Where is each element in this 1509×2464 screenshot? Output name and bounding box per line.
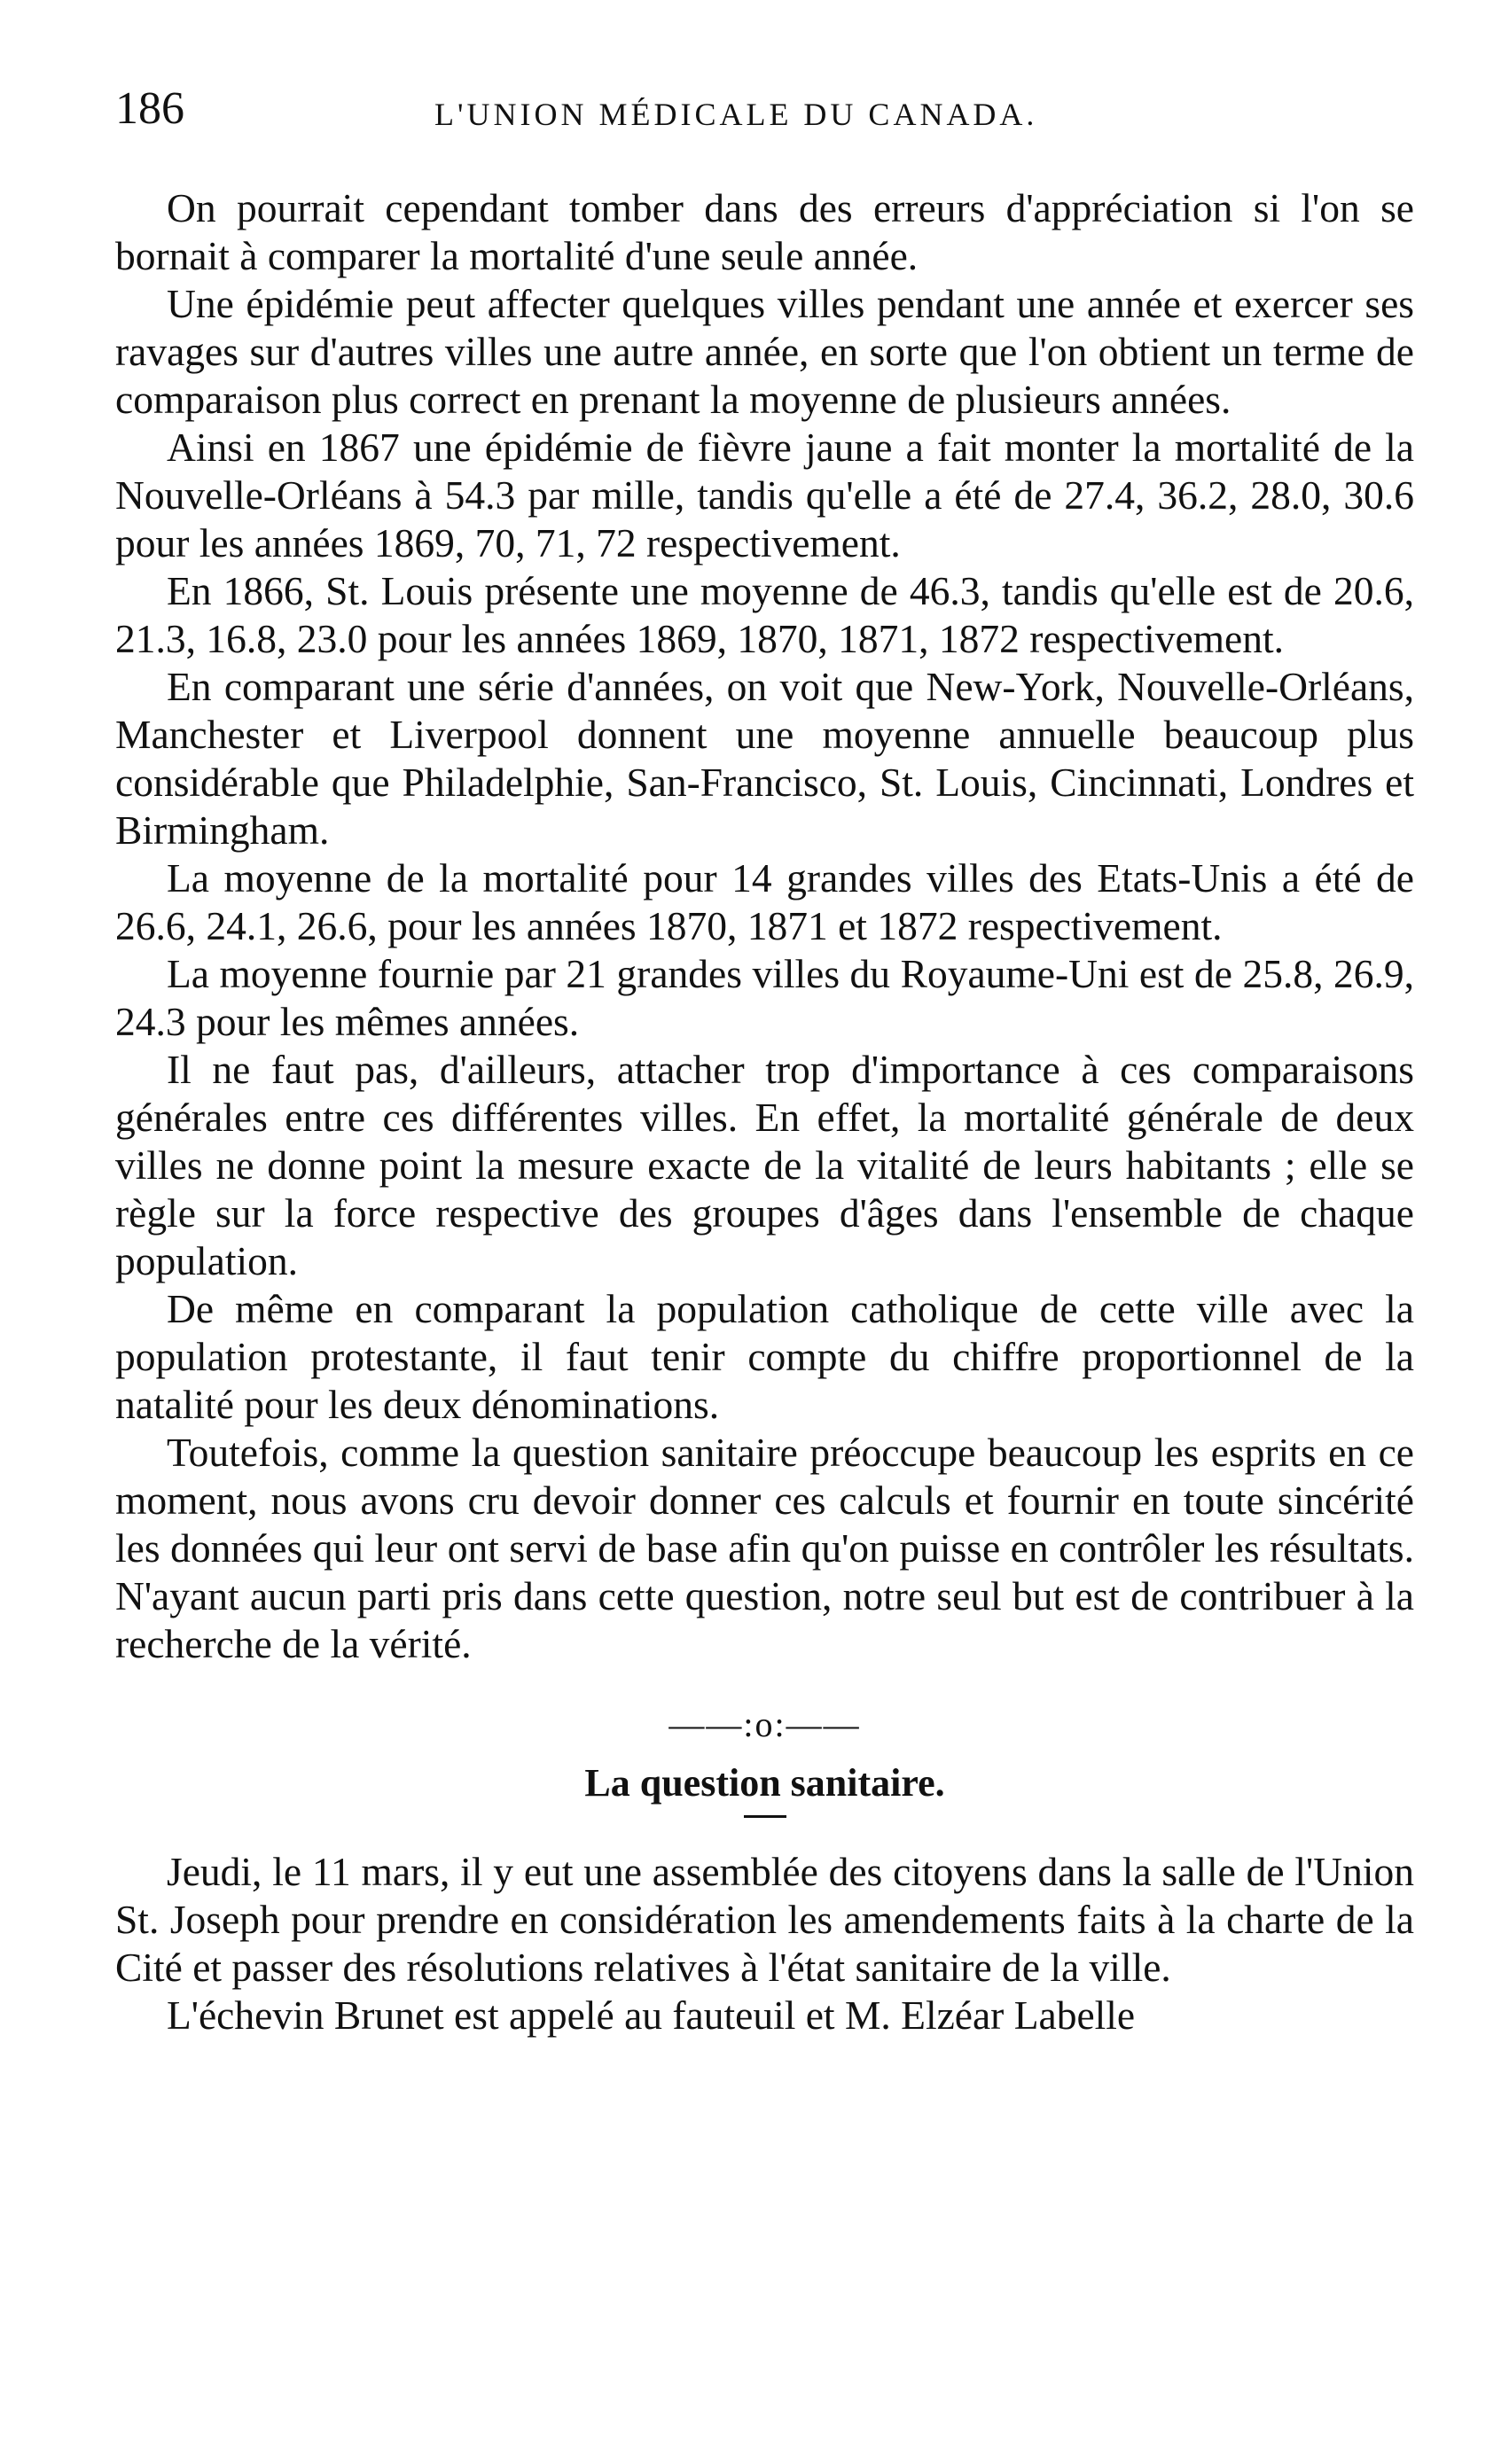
paragraph: La moyenne de la mortalité pour 14 grandes villes des Etats-Unis a été de 26.6, 24.1, 26.6, pour les années 1870, 1871 et 1872 respectivement. <box>115 855 1414 948</box>
paragraph: Jeudi, le 11 mars, il y eut une assemblée des citoyens dans la salle de l'Union St. Joseph pour prendre en considération les amendements faits à la charte de la Cité et passer des résolutions relatives à l'état sanitaire de la ville. <box>115 1849 1414 1990</box>
paragraph: On pourrait cependant tomber dans des erreurs d'appréciation si l'on se bornait à comparer la mortalité d'une seule année. <box>115 185 1414 278</box>
section-title: La question sanitaire. <box>584 1761 945 1805</box>
paragraph: Il ne faut pas, d'ailleurs, attacher trop d'importance à ces comparaisons générales entre ces différentes villes. En effet, la mortalité générale de deux villes ne donne point la mesure exacte de la vitalité de leurs habitants ; elle se règle sur la force respective des groupes d'âges dans l'ensemble de chaque population. <box>115 1047 1414 1283</box>
paragraph: La moyenne fournie par 21 grandes villes du Royaume-Uni est de 25.8, 26.9, 24.3 pour les mêmes années. <box>115 951 1414 1044</box>
paragraph: Ainsi en 1867 une épidémie de fièvre jaune a fait monter la mortalité de la Nouvelle-Orléans à 54.3 par mille, tandis qu'elle a été de 27.4, 36.2, 28.0, 30.6 pour les années 1869, 70, 71, 72 respectivement. <box>115 425 1414 565</box>
title-underline <box>744 1815 786 1818</box>
journal-title: L'UNION MÉDICALE DU CANADA. <box>434 97 1038 132</box>
section-separator: ——:o:—— <box>668 1704 861 1744</box>
page-number: 186 <box>115 83 184 134</box>
paragraph: En 1866, St. Louis présente une moyenne de 46.3, tandis qu'elle est de 20.6, 21.3, 16.8, 23.0 pour les années 1869, 1870, 1871, 1872 respectivement. <box>115 568 1414 661</box>
article-body <box>115 184 1414 2039</box>
paragraph: Une épidémie peut affecter quelques villes pendant une année et exercer ses ravages sur d'autres villes une autre année, en sorte que l'on obtient un terme de comparaison plus correct en prenant la moyenne de plusieurs années. <box>115 281 1414 422</box>
running-head <box>115 78 1410 140</box>
paragraph: En comparant une série d'années, on voit que New-York, Nouvelle-Orléans, Manchester et Liverpool donnent une moyenne annuelle beaucoup plus considérable que Philadelphie, San-Francisco, St. Louis, Cincinnati, Londres et Birmingham. <box>115 664 1414 853</box>
paragraph: Toutefois, comme la question sanitaire préoccupe beaucoup les esprits en ce moment, nous avons cru devoir donner ces calculs et fournir en toute sincérité les données qui leur ont servi de base afin qu'on puisse en contrôler les résultats. N'ayant aucun parti pris dans cette question, notre seul but est de contribuer à la recherche de la vérité. <box>115 1430 1414 1666</box>
paragraph: L'échevin Brunet est appelé au fauteuil et M. Elzéar Labelle <box>167 1992 1136 2038</box>
paragraph: De même en comparant la population catholique de cette ville avec la population protestante, il faut tenir compte du chiffre proportionnel de la natalité pour les deux dénominations. <box>115 1286 1414 1427</box>
